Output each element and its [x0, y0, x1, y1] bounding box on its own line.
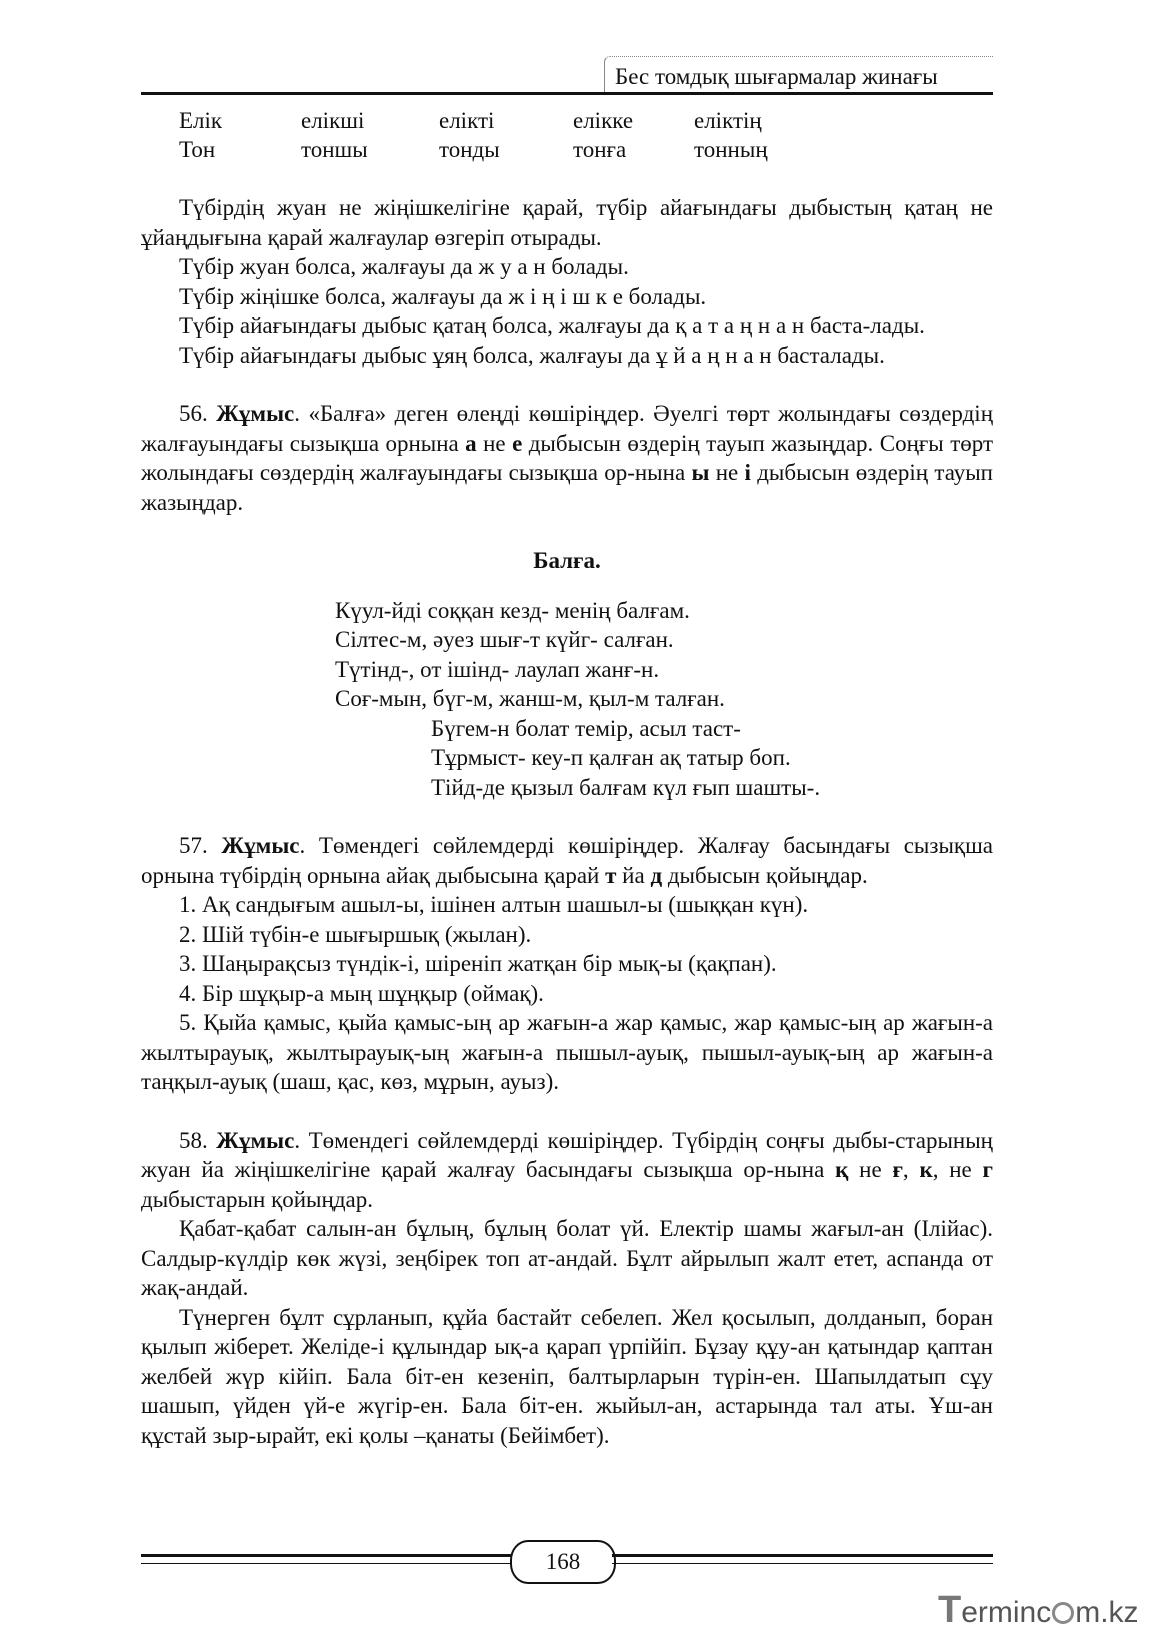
word-table: [179, 106, 993, 164]
instruction-text: дыбыстарын қойыңдар.: [141, 1186, 373, 1212]
header-rule: [141, 92, 993, 95]
riddle-item: 5. Қыйа қамыс, қыйа қамыс-ың ар жағын-а жар қамыс, жар қамыс-ың ар жағын-а жылтырауық, жылтырауық-ың жағын-а пышыл-ауық, пышыл-ауық-ың ар жағын-а таңқыл-ауық (шаш, қас, көз, мұрын, ауыз).: [141, 1010, 993, 1094]
instruction-text: . Төмендегі сөйлемдерді көшіріңдер. Жалғау басындағы сызықша орнына түбірдің орнына айақ дыбысына қарай: [141, 833, 993, 888]
riddle-item: 3. Шаңырақсыз түндік-і, шіреніп жатқан бір мық-ы (қақпан).: [179, 951, 777, 976]
poem-line: Күул-йді соққан кезд- менің балғам.: [335, 597, 690, 623]
exercise-58-instructions: [141, 1126, 993, 1215]
riddle-item: 2. Шій түбін-е шығыршық (жылан).: [179, 921, 532, 947]
page-header-title: [604, 56, 993, 95]
word-cell: тонға: [573, 137, 627, 162]
poem-line: Тійд-де қызыл балғам күл ғып шашты-.: [431, 774, 821, 800]
word-cell: Елік: [179, 108, 223, 133]
page-number: 168: [510, 1540, 616, 1584]
word-cell: тонның: [694, 137, 768, 162]
letter-bold: е: [512, 430, 523, 456]
instruction-text: . «Балға» деген өлеңді көшіріңдер. Әуелгі төрт жолындағы сөздердің жалғауындағы сызықша орнына: [141, 401, 994, 456]
rule-paragraph: Түбірдің жуан не жіңішкелігіне қарай, түбір айағындағы дыбыстың қатаң не ұйаңдығына қарай жалғаулар өзгеріп отырады.: [141, 195, 993, 250]
book-title: Бес томдық шығармалар жинағы: [615, 64, 938, 89]
word-cell: елікке: [573, 108, 634, 133]
instruction-text: йа: [616, 862, 651, 888]
watermark-text: m.kz: [1075, 1596, 1139, 1629]
footer-rule: [612, 1554, 993, 1564]
instruction-text: . Төмендегі сөйлемдерді көшіріңдер. Түбірдің соңғы дыбы-старының жуан йа жіңішкелігіне қарай жалғау басындағы сызықша ор-нына: [141, 1127, 993, 1182]
rule-paragraph: Түбір айағындағы дыбыс қатаң болса, жалғауы да қ а т а ң н а н баста-лады.: [179, 313, 925, 338]
instruction-text: не: [848, 1157, 893, 1182]
riddle-item: 1. Ақ сандығым ашыл-ы, ішінен алтын шашыл-ы (шыққан күн).: [179, 892, 809, 917]
exercise-label: Жұмыс: [216, 401, 295, 426]
spacer: [141, 164, 993, 193]
letter-bold: д: [650, 862, 663, 888]
poem-line: Түтінд-, от ішінд- лаулап жанғ-н.: [335, 656, 660, 682]
page-content: [141, 106, 993, 1450]
word-cell: еліктің: [694, 108, 762, 133]
word-cell: тоншы: [301, 137, 368, 162]
rule-paragraph: Түбір жіңішке болса, жалғауы да ж і ң і ш к е болады.: [179, 283, 707, 309]
exercise-number: 56.: [179, 401, 208, 426]
instruction-text: дыбысын өздерің тауып жазыңдар.: [141, 460, 993, 515]
spacer: [141, 802, 993, 831]
exercise-number: 57.: [179, 833, 208, 858]
word-cell: Тон: [179, 137, 216, 162]
letter-bold: і: [744, 460, 751, 485]
instruction-text: не: [476, 430, 513, 456]
rule-paragraph: Түбір жуан болса, жалғауы да ж у а н болады.: [179, 254, 629, 279]
letter-bold: г: [982, 1157, 993, 1182]
poem-title: Балға.: [533, 548, 601, 573]
exercise-number: 58.: [179, 1127, 208, 1153]
word-cell: елікші: [301, 108, 365, 133]
text-paragraph: Қабат-қабат салын-ан бұлың, бұлың болат үй. Електір шамы жағыл-ан (Ілійас). Салдыр-күлдір көк жүзі, зеңбірек топ ат-андай. Бұлт айрылып жалт етет, аспанда от жақ-андай.: [141, 1216, 993, 1300]
exercise-label: Жұмыс: [221, 833, 300, 858]
instruction-text: ,: [902, 1157, 920, 1182]
instruction-text: , не: [932, 1157, 983, 1182]
spacer: [141, 370, 993, 399]
letter-bold: ғ: [892, 1157, 903, 1182]
poem-line: Сілтес-м, әуез шығ-т күйг- салған.: [335, 627, 674, 652]
poem-line: Бүгем-н болат темір, асыл таст-: [431, 715, 741, 741]
word-row: [179, 106, 993, 135]
spacer: [141, 576, 993, 596]
letter-bold: т: [605, 862, 617, 888]
exercise-57-instructions: [141, 831, 993, 890]
letter-bold: қ: [835, 1157, 849, 1182]
text-paragraph: Түнерген бұлт сұрланып, құйа бастайт себелеп. Жел қосылып, долданып, боран қылып жіберет. Желіде-і құлындар ық-а қарап үрпійіп. Бұзау құу-ан қатындар қаптан желбей жүр кійіп. Бала біт-ен кезеніп, балтырларын түрін-ен. Шапылдатып сұу шашып, үйден үй-е жүгір-ен. Бала біт-ен. жыйыл-ан, астарында тал аты. Ұш-ан құстай зыр-ырайт, екі қолы –қанаты (Бейімбет).: [141, 1304, 993, 1448]
word-cell: елікті: [439, 108, 495, 133]
instruction-text: не: [709, 460, 745, 485]
word-cell: тонды: [439, 137, 500, 162]
footer-rule: [141, 1554, 511, 1564]
watermark-letter: T: [938, 1589, 962, 1631]
watermark-logo: [938, 1590, 1148, 1630]
instruction-text: дыбысын өздерің тауып жазыңдар. Соңғы төрт жолындағы сөздердің жалғауындағы сызықша ор-нына: [141, 430, 993, 485]
rule-paragraph: Түбір айағындағы дыбыс ұяң болса, жалғауы да ұ й а ң н а н басталады.: [179, 342, 885, 368]
exercise-label: Жұмыс: [216, 1127, 295, 1153]
poem: [335, 596, 993, 803]
poem-line: Соғ-мын, бүг-м, жанш-м, қыл-м талған.: [335, 686, 725, 711]
instruction-text: дыбысын қойыңдар.: [662, 862, 868, 888]
magnifier-icon: [1052, 1602, 1074, 1624]
letter-bold: а: [465, 430, 477, 456]
word-row: [179, 135, 993, 164]
exercise-56-instructions: [141, 399, 993, 517]
riddle-item: 4. Бір шұқыр-а мың шұңқыр (оймақ).: [179, 980, 544, 1006]
spacer: [141, 517, 993, 546]
letter-bold: ы: [691, 460, 710, 485]
poem-line: Тұрмыст- кеу-п қалған ақ татыр боп.: [431, 745, 791, 770]
letter-bold: к: [919, 1157, 933, 1182]
spacer: [141, 1097, 993, 1126]
watermark-text: erminc: [961, 1596, 1052, 1629]
